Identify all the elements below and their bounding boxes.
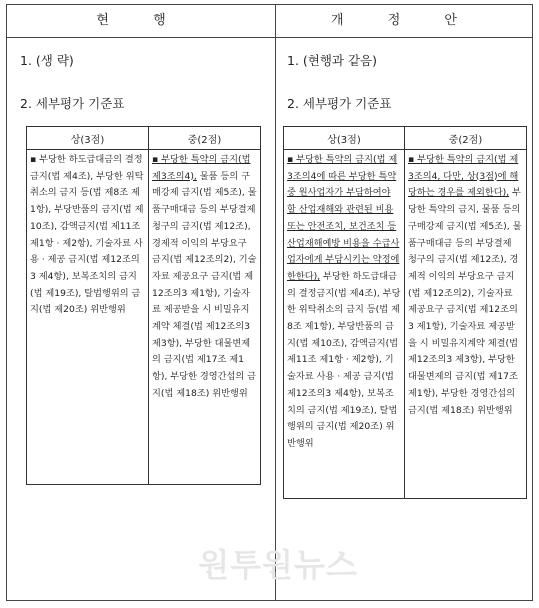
left-cell-mid-rest: 물품 등의 구매강제 금지(법 제5조), 물품구매대금 등의 부당결제 청구의 금지(법 제12조), 경제적 이익의 부당요구 금지(법 제12조의2), 기술자료 제공요구 금지(법 제12조의3 제1항), 기술자료 제공받을 시 비밀유지계약 체결(법 제12조의3 제3항), 부당한 대물변제의 금지(법 제17조 제1항), 부당한 경영간섭의 금지(법 제18조) 위반행위 [152,170,257,399]
left-col-mid: 중(2점) [149,127,261,150]
left-item-1: 1. (생 략) [20,53,74,68]
header-divider [7,37,532,38]
left-criteria-table [26,126,261,485]
watermark: 원투원뉴스 [198,546,358,584]
left-cell-high-text: ▪ 부당한 하도급대금의 결정금지(법 제4조), 부당한 위탁취소의 금지 등(법 제8조 제1항), 부당반품의 금지(법 제10조), 감액금지(법 제11조 제1항 · 제2항), 기술자료 사용 · 제공 금지(법 제12조의3 제4항), 보복조치의 금지(법 제19조), 탈법행위의 금지(법 제20조) 위반행위 [30,154,144,316]
right-cell-mid-underlined: ▪ 부당한 특약의 금지(법 제3조의4, 다만, 상(3점)에 해당하는 경우를 제외한다), [408,154,519,199]
header-current: 현 행 [96,13,186,28]
right-cell-mid [405,150,527,499]
right-cell-high-rest: 부당한 하도급대금의 결정금지(법 제4조), 부당한 위탁취소의 금지 등(법 제8조 제1항), 부당반품의 금지(법 제10조), 감액금지(법 제11조 제1항 · 제2항), 기술자료 사용 · 제공 금지(법 제12조의3 제4항), 보복조치의 금지(법 제19조), 탈법행위의 금지(법 제20조) 위반행위 [287,270,401,449]
right-cell-high [284,150,405,499]
header-revision: 개 정 안 [331,13,477,28]
column-divider [275,5,276,600]
right-col-high: 상(3점) [284,127,405,150]
right-item-2: 2. 세부평가 기준표 [287,96,392,111]
right-cell-high-text [287,152,401,453]
right-col-mid: 중(2점) [405,127,527,150]
left-cell-mid-underlined: ▪ 부당한 특약의 금지(법 제3조의4), [152,154,251,182]
left-cell-mid [149,150,261,485]
left-col-high: 상(3점) [27,127,149,150]
right-cell-high-underlined: ▪ 부당한 특약의 금지(법 제3조의4에 따른 부당한 특약 중 원사업자가 부담하여야 할 산업재해와 관련된 비용 또는 안전조치, 보건조치 등 산업재해예방 비용을 수급사업자에게 부담시키는 약정에 한한다), [287,154,400,282]
left-item-2: 2. 세부평가 기준표 [20,96,125,111]
right-criteria-table [283,126,527,499]
left-cell-high [27,150,149,485]
right-cell-mid-rest: 부당한 특약의 금지, 물품 등의 구매강제 금지(법 제5조), 물품구매대금 등의 부당결제 청구의 금지(법 제12조), 경제적 이익의 부당요구 금지(법 제12조의2), 기술자료 제공요구 금지(법 제12조의3 제1항), 기술자료 제공받을 시 비밀유지계약 체결(법 제12조의3 제3항), 부당한 대물변제의 금지(법 제17조 제1항), 부당한 경영간섭의 금지(법 제18조) 위반행위 [408,187,522,416]
right-item-1: 1. (현행과 같음) [287,53,378,68]
right-cell-mid-text [408,152,523,419]
left-cell-mid-text [152,152,257,403]
comparison-document [6,4,533,601]
